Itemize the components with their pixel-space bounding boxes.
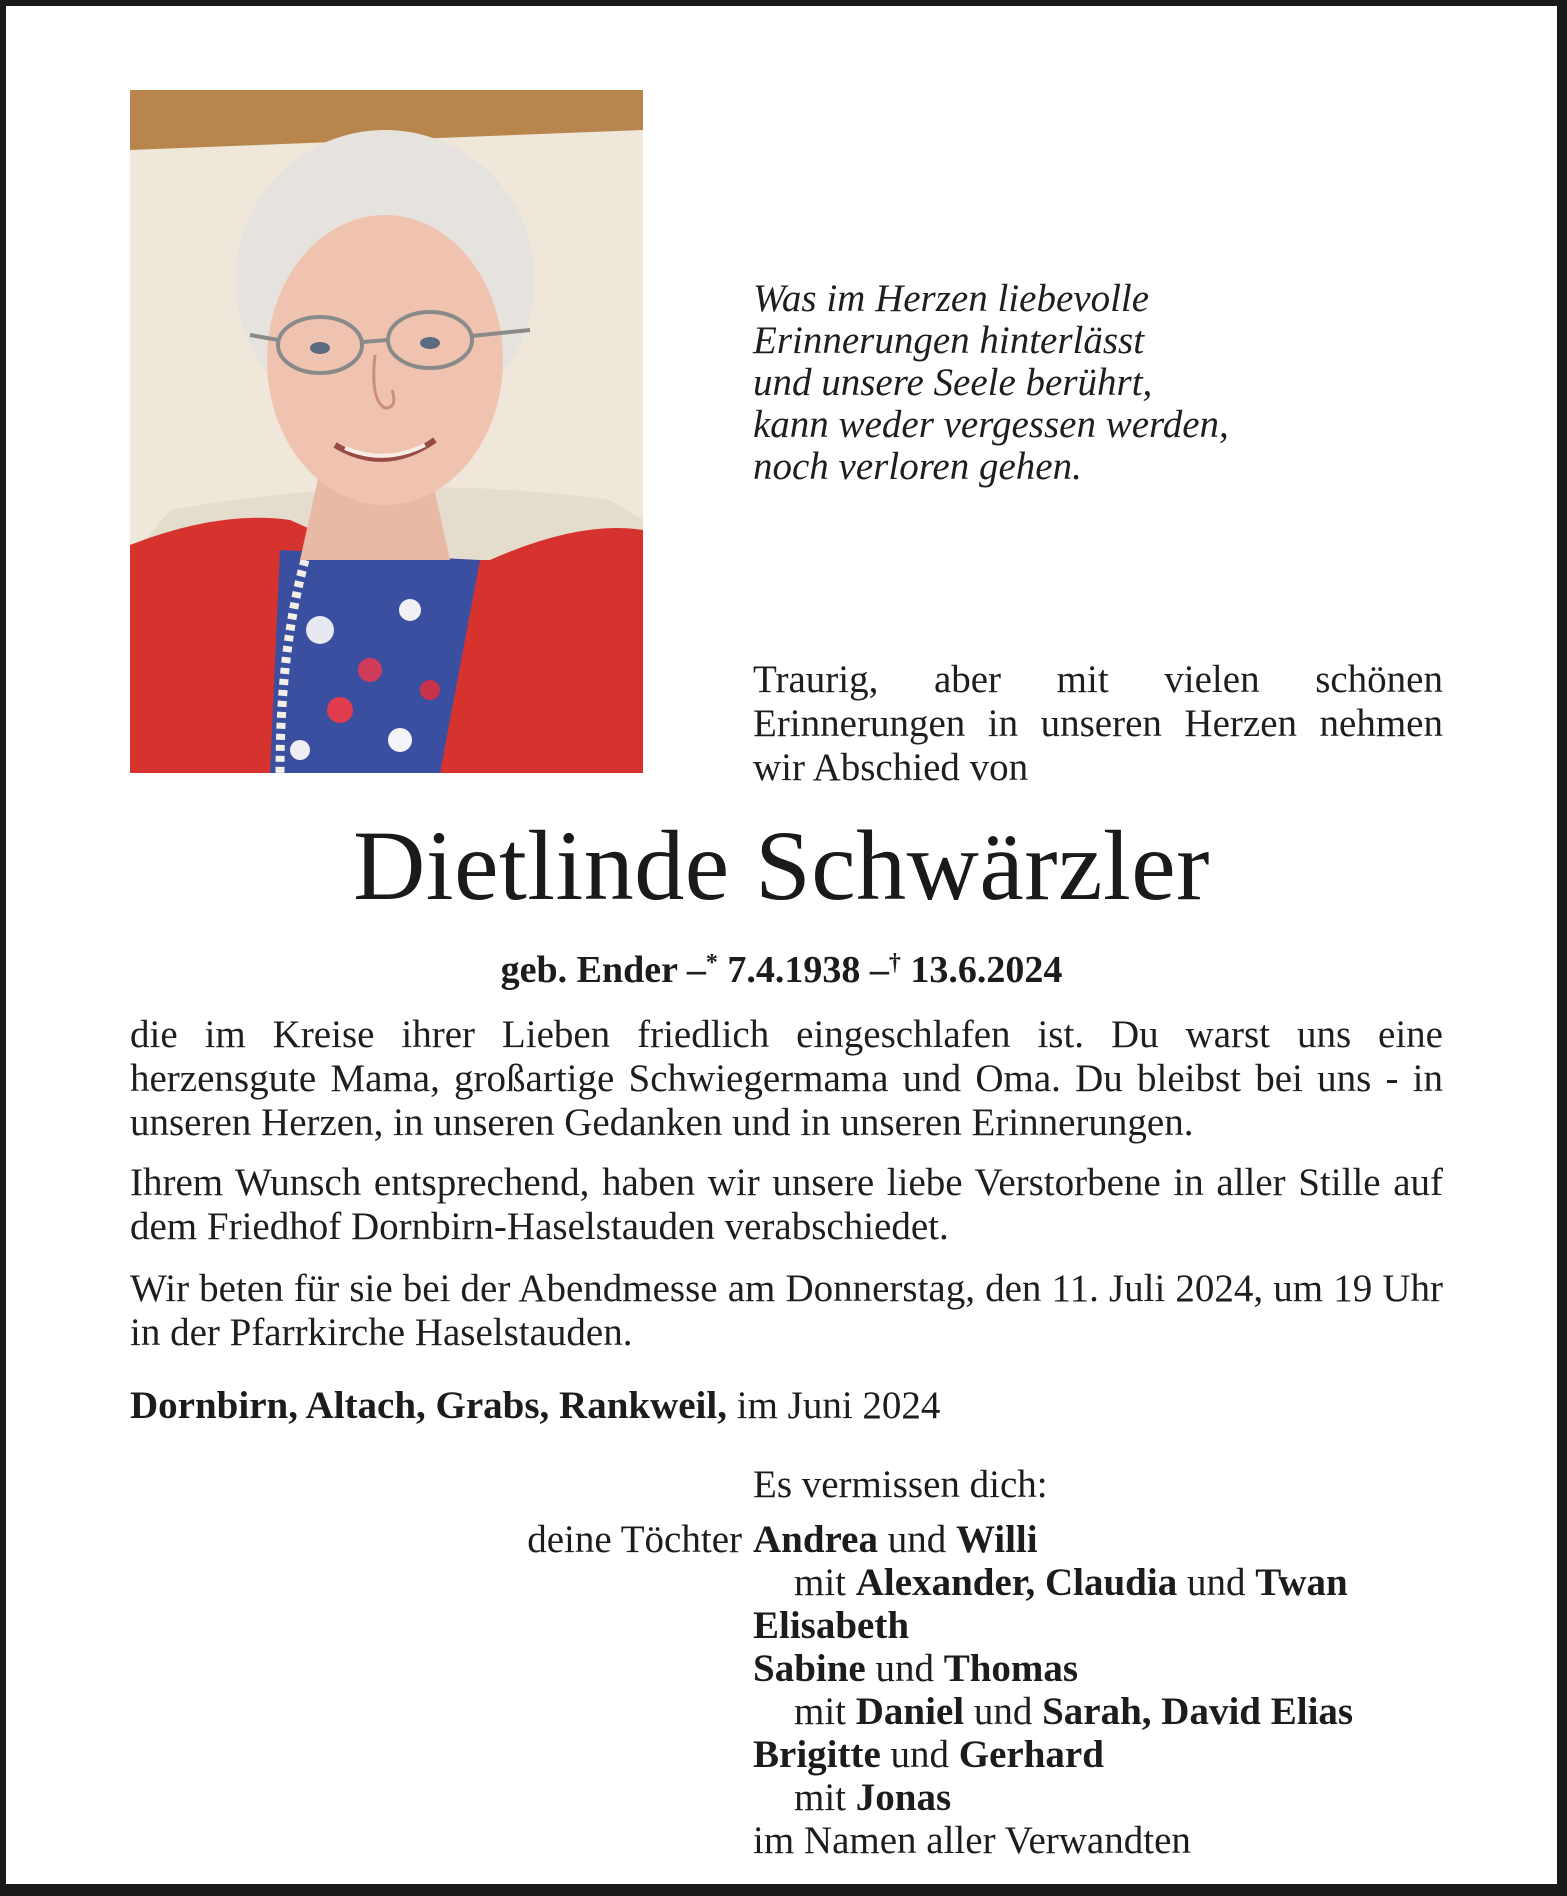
quote-line: Erinnerungen hinterlässt (753, 319, 1145, 362)
mourner-line (753, 1647, 1078, 1691)
mourner-conj: und (1186, 1561, 1246, 1604)
mourner-line (753, 1518, 1038, 1562)
mourner-name: Sarah, David Elias (1042, 1690, 1354, 1733)
quote-line: und unsere Seele berührt, (753, 361, 1153, 404)
mourners-closing: im Namen aller Verwandten (753, 1819, 1191, 1862)
mourner-line (794, 1776, 951, 1820)
death-symbol: † (888, 950, 901, 976)
mourner-name: Alexander, Claudia (855, 1561, 1178, 1604)
farewell-intro: Traurig, aber mit vielen schönen Erinnerungen in unseren Herzen nehmen wir Abschied von (753, 658, 1443, 789)
dash: – (686, 949, 706, 991)
mourner-name: Sabine (753, 1647, 866, 1690)
mourner-name: Jonas (855, 1776, 952, 1819)
paragraph-farewell: Ihrem Wunsch entsprechend, haben wir unsere liebe Verstorbene in aller Stille auf dem Friedhof Dornbirn-Haselstauden verabschiedet. (130, 1161, 1443, 1248)
places-date-line (130, 1384, 940, 1428)
places-towns: Dornbirn, Altach, Grabs, Rankweil, (130, 1384, 727, 1427)
mourner-line (794, 1690, 1353, 1734)
mourner-line (753, 1604, 909, 1648)
birth-symbol: * (705, 950, 718, 976)
places-date: im Juni 2024 (736, 1384, 941, 1427)
mourner-conj: und (973, 1690, 1033, 1733)
mourner-line (794, 1561, 1348, 1605)
portrait-illustration (130, 90, 643, 773)
mourner-conj: und (890, 1733, 950, 1776)
birth-date: 7.4.1938 (727, 949, 861, 991)
death-date: 13.6.2024 (910, 949, 1063, 991)
mourner-conj: mit (794, 1690, 847, 1733)
deceased-name: Dietlinde Schwärzler (353, 810, 1210, 921)
mourner-name: Andrea (753, 1518, 878, 1561)
mourner-name: Gerhard (958, 1733, 1104, 1776)
paragraph-passing: die im Kreise ihrer Lieben friedlich eingeschlafen ist. Du warst uns eine herzensgute Mama, großartige Schwiegermama und Oma. Du bleibst bei uns - in unseren Herzen, in unseren Gedanken und in unseren Erinnerungen. (130, 1013, 1443, 1144)
mourner-conj: und (887, 1518, 947, 1561)
obituary-page (6, 6, 1557, 1884)
mourner-name: Brigitte (753, 1733, 881, 1776)
mourner-conj: mit (794, 1776, 847, 1819)
paragraph-mass: Wir beten für sie bei der Abendmesse am Donnerstag, den 11. Juli 2024, um 19 Uhr in der Pfarrkirche Haselstauden. (130, 1267, 1443, 1354)
birth-name: geb. Ender (500, 949, 678, 991)
mourner-name: Elisabeth (753, 1604, 910, 1647)
quote-line: Was im Herzen liebevolle (753, 277, 1150, 320)
mourner-conj: und (875, 1647, 934, 1690)
mourner-conj: mit (794, 1561, 847, 1604)
dash: – (869, 949, 889, 991)
mourner-name: Thomas (943, 1647, 1079, 1690)
daughters-label: deine Töchter (527, 1518, 742, 1561)
mourner-name: Daniel (855, 1690, 965, 1733)
mourner-name: Twan (1255, 1561, 1348, 1604)
portrait-photo (130, 90, 643, 773)
quote-line: noch verloren gehen. (753, 445, 1082, 488)
life-dates (6, 941, 1557, 992)
mourner-name: Willi (955, 1518, 1038, 1561)
quote-line: kann weder vergessen werden, (753, 403, 1229, 446)
mourner-line (753, 1733, 1104, 1777)
memorial-quote (753, 278, 1473, 488)
mourners-heading: Es vermissen dich: (753, 1463, 1048, 1506)
